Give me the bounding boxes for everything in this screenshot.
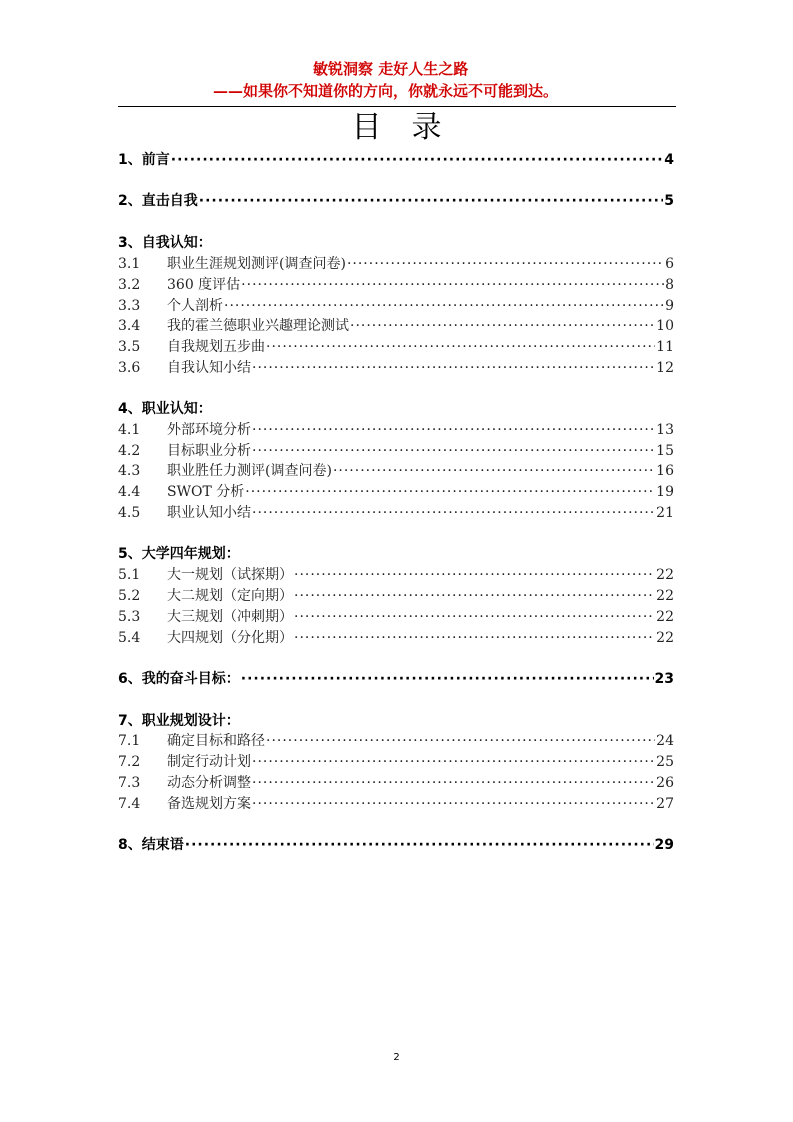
toc-page-number: 22 (656, 609, 674, 625)
toc-entry-label: 8、结束语 (118, 837, 184, 853)
toc-page-number: 12 (656, 360, 674, 376)
toc-entry-label: 职业生涯规划测评(调查问卷) (167, 256, 346, 272)
toc-entry-6[interactable] (118, 668, 674, 688)
leader-dots (252, 796, 655, 812)
toc-entry-number: 7.2 (118, 754, 141, 770)
toc-entry-label: 大四规划（分化期） (167, 630, 293, 646)
toc-entry-number: 7.4 (118, 796, 141, 812)
page-footer-number: 2 (393, 1052, 400, 1063)
leader-dots (252, 754, 655, 770)
toc-page-number: 21 (656, 505, 674, 521)
leader-dots (252, 443, 655, 459)
toc-entry-5-2[interactable] (118, 585, 674, 605)
toc-page-number: 24 (656, 733, 674, 749)
leader-dots (294, 567, 655, 583)
leader-dots (333, 463, 655, 479)
toc-section-label: 7、职业规划设计： (118, 713, 240, 729)
leader-dots (245, 484, 655, 500)
toc-entry-number: 3.6 (118, 360, 141, 376)
toc-entry-label: 6、我的奋斗目标： (118, 671, 240, 687)
toc-entry-label: 2、直击自我 (118, 193, 198, 209)
toc-page-number: 5 (664, 193, 674, 209)
toc-entry-number: 4.1 (118, 422, 141, 438)
toc-page-number: 22 (656, 588, 674, 604)
toc-entry-4-4[interactable] (118, 481, 674, 501)
toc-entry-7-2[interactable] (118, 751, 674, 771)
toc-section-label: 3、自我认知： (118, 235, 212, 251)
toc-page-number: 9 (665, 298, 674, 314)
toc-entry-label: 职业认知小结 (167, 505, 251, 521)
toc-section-3 (118, 232, 674, 252)
leader-dots (266, 339, 655, 355)
toc-entry-8[interactable] (118, 834, 674, 854)
toc-entry-label: 动态分析调整 (167, 775, 251, 791)
toc-entry-number: 3.4 (118, 318, 141, 334)
toc-entry-number: 3.1 (118, 256, 141, 272)
page-header (118, 58, 676, 107)
leader-dots (266, 733, 655, 749)
leader-dots (241, 277, 664, 293)
toc-page-number: 23 (654, 671, 674, 687)
toc-entry-label: 我的霍兰德职业兴趣理论测试 (167, 318, 349, 334)
toc-entry-number: 3.3 (118, 298, 141, 314)
toc-section-4 (118, 398, 674, 418)
toc-entry-label: 自我规划五步曲 (167, 339, 265, 355)
toc-entry-label: 制定行动计划 (167, 754, 251, 770)
toc-page-number: 4 (664, 152, 674, 168)
toc-page-number: 22 (656, 630, 674, 646)
toc-entry-4-3[interactable] (118, 460, 674, 480)
leader-dots (241, 671, 654, 687)
leader-dots (224, 298, 664, 314)
toc-title: 目录 (351, 110, 472, 145)
leader-dots (294, 630, 655, 646)
toc-section-label: 5、大学四年规划： (118, 546, 240, 562)
leader-dots (185, 837, 654, 853)
toc-entry-5-1[interactable] (118, 564, 674, 584)
toc-entry-label: 确定目标和路径 (167, 733, 265, 749)
toc-entry-number: 3.2 (118, 277, 141, 293)
header-subtitle: ——如果你不知道你的方向，你就永远不可能到达。 (213, 82, 559, 100)
toc-entry-number: 5.2 (118, 588, 141, 604)
toc-page-number: 11 (656, 339, 674, 355)
leader-dots (252, 775, 655, 791)
toc-entry-label: 职业胜任力测评(调查问卷) (167, 463, 332, 479)
toc-page-number: 19 (656, 484, 674, 500)
toc-entry-label: 大三规划（冲刺期） (167, 609, 293, 625)
leader-dots (171, 152, 664, 168)
leader-dots (350, 318, 655, 334)
toc-entry-label: 大一规划（试探期） (167, 567, 293, 583)
toc-entry-number: 3.5 (118, 339, 141, 355)
toc-page-number: 8 (665, 277, 674, 293)
toc-entry-4-2[interactable] (118, 440, 674, 460)
leader-dots (294, 609, 655, 625)
toc-entry-1[interactable] (118, 149, 674, 169)
toc-entry-4-1[interactable] (118, 419, 674, 439)
leader-dots (347, 256, 664, 272)
leader-dots (252, 422, 655, 438)
toc-page-number: 16 (656, 463, 674, 479)
toc-page-number: 26 (656, 775, 674, 791)
toc-section-5 (118, 543, 674, 563)
toc-entry-label: SWOT 分析 (167, 484, 245, 500)
leader-dots (294, 588, 655, 604)
leader-dots (199, 193, 664, 209)
toc-entry-3-1[interactable] (118, 253, 674, 273)
toc-page-number: 29 (654, 837, 674, 853)
toc-entry-number: 4.2 (118, 443, 141, 459)
toc-page-number: 10 (656, 318, 674, 334)
toc-entry-7-1[interactable] (118, 730, 674, 750)
toc-entry-7-3[interactable] (118, 772, 674, 792)
toc-page-number: 22 (656, 567, 674, 583)
toc-entry-3-5[interactable] (118, 336, 674, 356)
toc-entry-2[interactable] (118, 190, 674, 210)
toc-entry-label: 360 度评估 (167, 277, 241, 293)
toc-page-number: 13 (656, 422, 674, 438)
toc-entry-number: 5.3 (118, 609, 141, 625)
toc-entry-number: 7.3 (118, 775, 141, 791)
toc-entry-7-4[interactable] (118, 793, 674, 813)
toc-entry-label: 外部环境分析 (167, 422, 251, 438)
toc-entry-3-3[interactable] (118, 295, 674, 315)
toc-entry-number: 5.4 (118, 630, 141, 646)
toc-entry-label: 目标职业分析 (167, 443, 251, 459)
toc-entry-number: 4.5 (118, 505, 141, 521)
toc-page-number: 27 (656, 796, 674, 812)
toc-entry-number: 5.1 (118, 567, 141, 583)
toc-section-7 (118, 710, 674, 730)
header-slogan: 敏锐洞察 走好人生之路 (313, 60, 469, 78)
leader-dots (252, 360, 655, 376)
toc-entry-5-3[interactable] (118, 606, 674, 626)
toc-entry-number: 4.4 (118, 484, 141, 500)
toc-entry-number: 4.3 (118, 463, 141, 479)
toc-entry-3-4[interactable] (118, 315, 674, 335)
toc-page-number: 6 (665, 256, 674, 272)
toc-entry-label: 1、前言 (118, 152, 170, 168)
toc-entry-3-2[interactable] (118, 274, 674, 294)
leader-dots (252, 505, 655, 521)
toc-entry-label: 大二规划（定向期） (167, 588, 293, 604)
toc-entry-label: 个人剖析 (167, 298, 223, 314)
toc-entry-4-5[interactable] (118, 502, 674, 522)
toc-entry-5-4[interactable] (118, 627, 674, 647)
toc-section-label: 4、职业认知： (118, 401, 212, 417)
toc-page-number: 25 (656, 754, 674, 770)
toc-page-number: 15 (656, 443, 674, 459)
toc-entry-number: 7.1 (118, 733, 141, 749)
toc-entry-label: 备选规划方案 (167, 796, 251, 812)
toc-entry-3-6[interactable] (118, 357, 674, 377)
toc-entry-label: 自我认知小结 (167, 360, 251, 376)
